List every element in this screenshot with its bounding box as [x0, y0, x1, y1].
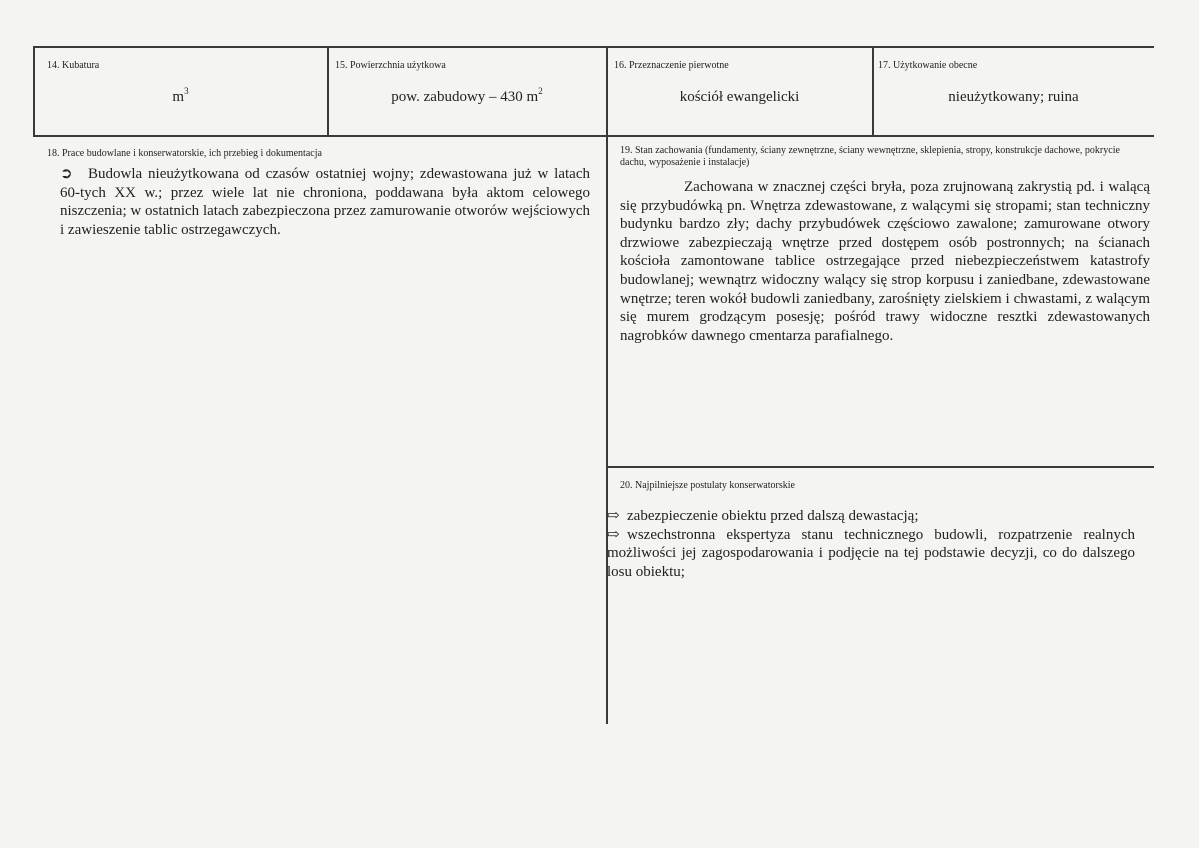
- powierzchnia-label: 15. Powierzchnia użytkowa: [335, 60, 446, 71]
- powierzchnia-text: pow. zabudowy – 430 m: [391, 89, 539, 105]
- prace-label: 18. Prace budowlane i konserwatorskie, ich przebieg i dokumentacja: [47, 148, 322, 159]
- prace-body: Budowla nieużytkowana od czasów ostatniej wojny; zdewastowana już w latach 60-tych XX w.; przez wiele lat nie chroniona, poddawana była aktom celowego niszczenia; w ostatnich latach zabezpieczona przez zamurowanie otworów wejściowych i zawieszenie tablic ostrzegawczych.: [60, 166, 590, 238]
- kubatura-unit: m: [172, 89, 185, 105]
- kubatura-unit-sup: 3: [184, 86, 189, 96]
- section-20-divider: [606, 466, 1154, 468]
- przeznaczenie-value: kościół ewangelicki: [679, 89, 800, 105]
- arrow-right-icon: ⇨: [607, 526, 620, 543]
- postulat-text: wszechstronna ekspertyza stanu technicznego budowli, rozpatrzenie realnych możliwości jej zagospodarowania i podjęcie na tej podstawie decyzji, co do dalszego losu obiektu;: [607, 526, 1135, 580]
- uzytkowanie-value: nieużytkowany; ruina: [948, 89, 1079, 105]
- uzytkowanie-label: 17. Użytkowanie obecne: [878, 60, 978, 71]
- list-item: [607, 507, 1135, 526]
- przeznaczenie-label: 16. Przeznaczenie pierwotne: [614, 60, 729, 71]
- kubatura-value: [34, 88, 327, 107]
- row-divider: [33, 135, 1154, 137]
- postulat-text: zabezpieczenie obiektu przed dalszą dewastacją;: [627, 508, 919, 524]
- stan-text: Zachowana w znacznej części bryła, poza zrujnowaną zakrystią pd. i walącą się przybudówką pn. Wnętrza zdewastowane, z walącymi się stropami; stan techniczny budynku bardzo zły; dachy przybudówek częściowo zawalone; zamurowane otwory drzwiowe zabezpieczają wnętrze przed dostępem osób postronnych; na ścianach kościoła zamontowane tablice ostrzegające przed niebezpieczeństwem katastrofy budowlanej; wewnątrz widoczny walący się strop korpusu i zaniedbane, zdewastowane wnętrze; teren wokół budowli zaniedbany, zarośnięty zielskiem i chwastami, z walącym się murem grodzącym posesję; pośród trawy widoczne resztki zdewastowanych nagrobków dawnego cmentarza parafialnego.: [620, 179, 1150, 344]
- arrow-right-icon: ⇨: [607, 508, 620, 524]
- col-divider-2: [606, 46, 608, 724]
- top-border: [33, 46, 1154, 48]
- kubatura-label: 14. Kubatura: [47, 60, 100, 71]
- list-item: [607, 526, 1135, 582]
- postulaty-label: 20. Najpilniejsze postulaty konserwatorskie: [620, 480, 795, 491]
- postulaty-list: [607, 507, 1135, 581]
- powierzchnia-unit-sup: 2: [538, 86, 543, 96]
- stan-label: 19. Stan zachowania (fundamenty, ściany zewnętrzne, ściany wewnętrzne, sklepienia, stropy, konstrukcje dachowe, pokrycie dachu, wyposażenie i instalacje): [620, 145, 1120, 168]
- prace-text: [60, 165, 590, 239]
- bullet-arrow-icon: ➲: [60, 166, 73, 182]
- powierzchnia-value: [328, 88, 606, 107]
